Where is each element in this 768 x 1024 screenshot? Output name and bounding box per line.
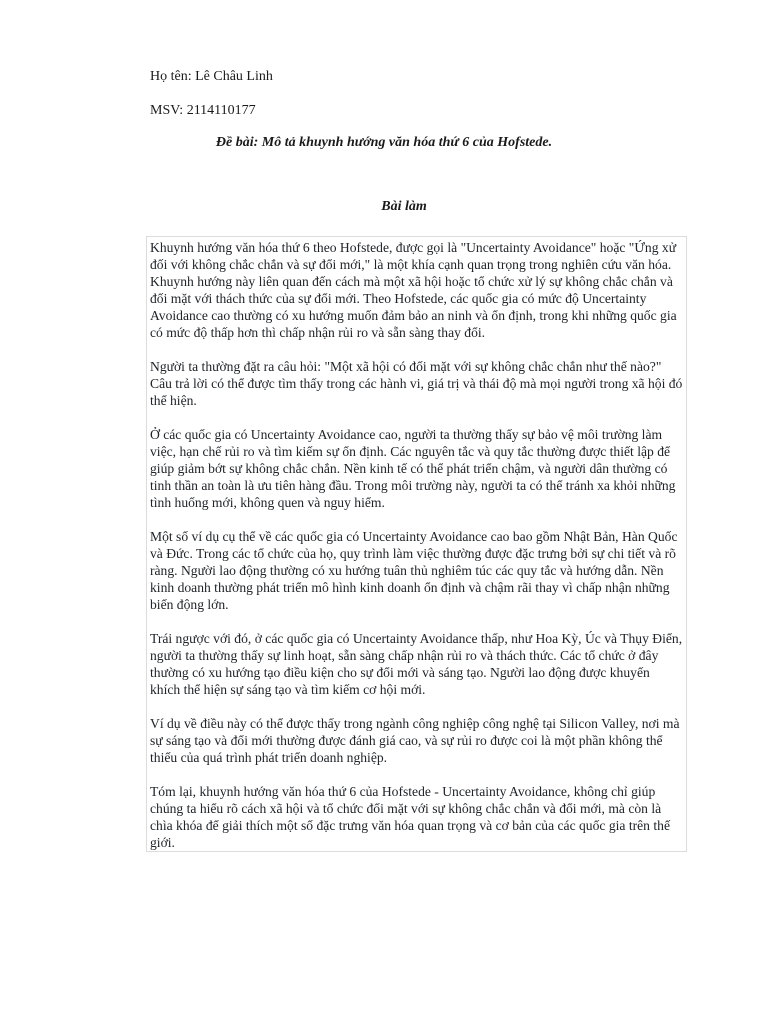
- essay-paragraph-6: Ví dụ về điều này có thể được thấy trong ngành công nghiệp công nghệ tại Silicon Valley, nơi mà sự sáng tạo và đổi mới thường được đánh giá cao, và sự rủi ro được coi là một phần không thể thiếu của quá trình phát triển doanh nghiệp.: [150, 716, 680, 765]
- essay-heading: Bài làm: [381, 199, 427, 214]
- essay-paragraph-3: Ở các quốc gia có Uncertainty Avoidance cao, người ta thường thấy sự bảo vệ môi trường làm việc, hạn chế rủi ro và tìm kiếm sự ổn định. Các nguyên tắc và quy tắc thường được thiết lập để giúp giảm bớt sự không chắc chắn. Nền kinh tế có thể phát triển chậm, và người dân thường có tinh thần an toàn là ưu tiên hàng đầu. Trong môi trường này, người ta có thể tránh xa khỏi những tình huống mới, không quen và nguy hiểm.: [150, 427, 676, 510]
- student-id: MSV: 2114110177: [150, 103, 256, 118]
- essay-paragraph-7: Tóm lại, khuynh hướng văn hóa thứ 6 của Hofstede - Uncertainty Avoidance, không chỉ giúp chúng ta hiểu rõ cách xã hội và tổ chức đối mặt với sự không chắc chắn và đổi mới, mà còn là chìa khóa để giải thích một số đặc trưng văn hóa quan trọng và cơ bản của các quốc gia trên thế giới.: [150, 784, 670, 850]
- essay-paragraph-4: Một số ví dụ cụ thể về các quốc gia có Uncertainty Avoidance cao bao gồm Nhật Bản, Hàn Quốc và Đức. Trong các tổ chức của họ, quy trình làm việc thường được đặc trưng bởi sự chi tiết và rõ ràng. Người lao động thường có xu hướng tuân thủ nghiêm túc các quy tắc và hướng dẫn. Nền kinh doanh thường phát triển mô hình kinh doanh ổn định và chậm rãi thay vì chấp nhận những biến động lớn.: [150, 529, 678, 612]
- assignment-title: Đề bài: Mô tả khuynh hướng văn hóa thứ 6 của Hofstede.: [215, 135, 553, 150]
- essay-paragraph-1: Khuynh hướng văn hóa thứ 6 theo Hofstede, được gọi là "Uncertainty Avoidance" hoặc "Ứng xử đối với không chắc chắn và sự đổi mới," là một khía cạnh quan trọng trong nghiên cứu văn hóa. Khuynh hướng này liên quan đến cách mà một xã hội hoặc tổ chức xử lý sự không chắc chắn và đối mặt với thách thức của sự đổi mới. Theo Hofstede, các quốc gia có mức độ Uncertainty Avoidance cao thường có xu hướng muốn đảm bảo an ninh và ổn định, trong khi những quốc gia có mức độ thấp hơn thì chấp nhận rủi ro và sẵn sàng thay đổi.: [150, 240, 677, 340]
- essay-paragraph-2: Người ta thường đặt ra câu hỏi: "Một xã hội có đối mặt với sự không chắc chắn như thế nào?" Câu trả lời có thể được tìm thấy trong các hành vi, giá trị và thái độ mà mọi người trong xã hội đó thể hiện.: [150, 359, 683, 408]
- student-name: Họ tên: Lê Châu Linh: [150, 69, 273, 84]
- essay-text-box: [146, 236, 687, 852]
- essay-paragraph-5: Trái ngược với đó, ở các quốc gia có Uncertainty Avoidance thấp, như Hoa Kỳ, Úc và Thụy Điển, người ta thường thấy sự linh hoạt, sẵn sàng chấp nhận rủi ro và thách thức. Các tổ chức ở đây thường có xu hướng tạo điều kiện cho sự đổi mới và sáng tạo. Người lao động được khuyến khích thể hiện sự sáng tạo và tìm kiếm cơ hội mới.: [150, 631, 683, 697]
